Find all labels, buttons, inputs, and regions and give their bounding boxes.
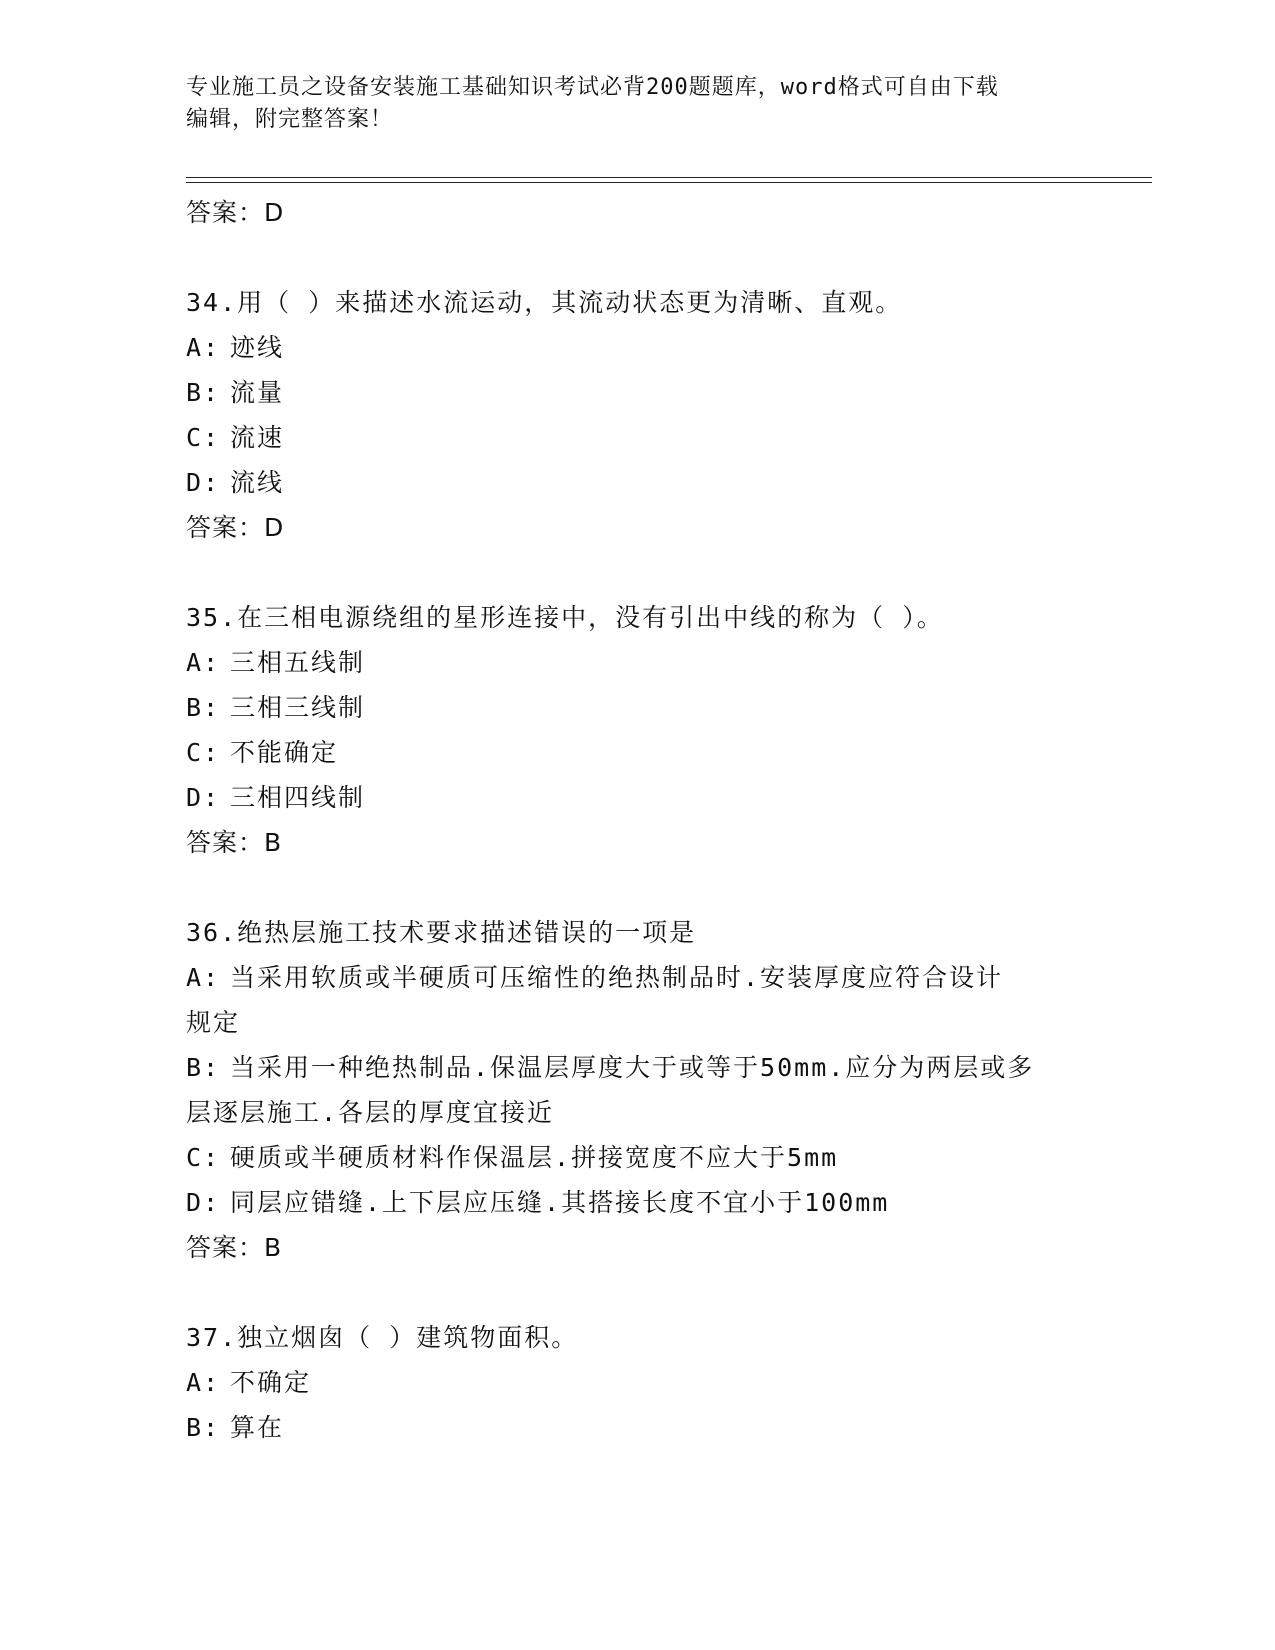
option-label: A:: [186, 963, 221, 992]
option-label: B:: [186, 1053, 221, 1082]
answer-line: 答案：D: [186, 198, 285, 227]
option-text: 不能确定: [230, 738, 339, 767]
option-text: 迹线: [230, 333, 285, 362]
spacer: [186, 1270, 1086, 1315]
question-text: 37.独立烟囱（ ）建筑物面积。: [186, 1323, 579, 1352]
option-b: [186, 370, 1086, 415]
option-label: D:: [186, 1188, 221, 1217]
option-c: [186, 415, 1086, 460]
option-label: B:: [186, 1413, 221, 1442]
option-a: [186, 640, 1086, 685]
option-text: 硬质或半硬质材料作保温层.拼接宽度不应大于5mm: [230, 1143, 839, 1172]
option-label: A:: [186, 1368, 221, 1397]
page-header: [186, 72, 1086, 136]
question-text: 36.绝热层施工技术要求描述错误的一项是: [186, 918, 697, 947]
option-text: 算在: [230, 1413, 285, 1442]
question-block-36: [186, 910, 1086, 1270]
option-text: 当采用一种绝热制品.保温层厚度大于或等于50mm.应分为两层或多: [230, 1053, 1035, 1082]
question-text: 34.用（ ）来描述水流运动，其流动状态更为清晰、直观。: [186, 288, 903, 317]
option-text: 当采用软质或半硬质可压缩性的绝热制品时.安装厚度应符合设计: [230, 963, 1004, 992]
option-c: [186, 1135, 1086, 1180]
option-label: D:: [186, 783, 221, 812]
option-label: B:: [186, 378, 221, 407]
answer-line: 答案：B: [186, 828, 283, 857]
option-label: B:: [186, 693, 221, 722]
header-divider-top: [186, 177, 1152, 178]
option-d: [186, 1180, 1086, 1225]
option-a: [186, 325, 1086, 370]
option-a: [186, 1360, 1086, 1405]
option-c: [186, 730, 1086, 775]
option-b-continued: 层逐层施工.各层的厚度宜接近: [186, 1098, 555, 1127]
option-label: A:: [186, 333, 221, 362]
question-block-37: [186, 1315, 1086, 1450]
option-b: [186, 685, 1086, 730]
option-text: 流量: [230, 378, 285, 407]
answer-line: 答案：B: [186, 1233, 283, 1262]
spacer: [186, 235, 1086, 280]
option-text: 不确定: [230, 1368, 312, 1397]
option-label: A:: [186, 648, 221, 677]
option-text: 三相三线制: [230, 693, 366, 722]
option-label: D:: [186, 468, 221, 497]
spacer: [186, 865, 1086, 910]
option-a-continued: 规定: [186, 1008, 241, 1037]
option-text: 同层应错缝.上下层应压缝.其搭接长度不宜小于100mm: [230, 1188, 890, 1217]
option-a: [186, 955, 1086, 1000]
question-block-35: [186, 595, 1086, 865]
option-text: 三相五线制: [230, 648, 366, 677]
header-line-2: 编辑，附完整答案！: [186, 107, 394, 132]
option-text: 流速: [230, 423, 285, 452]
option-label: C:: [186, 423, 221, 452]
question-block-34: [186, 280, 1086, 550]
option-b: [186, 1405, 1086, 1450]
question-text: 35.在三相电源绕组的星形连接中，没有引出中线的称为（ ）。: [186, 603, 944, 632]
option-d: [186, 775, 1086, 820]
question-content: [186, 190, 1086, 1450]
option-d: [186, 460, 1086, 505]
answer-line: 答案：D: [186, 513, 285, 542]
option-text: 三相四线制: [230, 783, 366, 812]
option-text: 流线: [230, 468, 285, 497]
option-label: C:: [186, 738, 221, 767]
option-label: C:: [186, 1143, 221, 1172]
spacer: [186, 550, 1086, 595]
option-b: [186, 1045, 1086, 1090]
header-line-1: 专业施工员之设备安装施工基础知识考试必背200题题库，word格式可自由下载: [186, 75, 999, 100]
header-divider-bottom: [186, 182, 1152, 183]
